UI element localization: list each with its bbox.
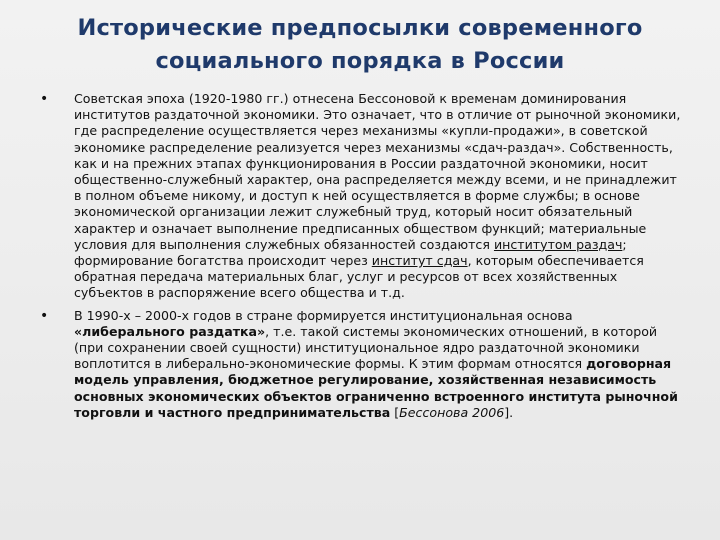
- slide-title: Исторические предпосылки современного социального порядка в России: [77, 15, 643, 74]
- text-fragment: , которым обеспечивается обратная передача материальных благ, услуг и ресурсов от всех хозяйственных субъектов в распоряжение всего общества и т.д.: [74, 253, 644, 301]
- citation: Бессонова 2006: [399, 404, 505, 420]
- bullet-item-soviet-era: [40, 91, 684, 302]
- text-fragment: ; формирование богатства происходит через: [74, 236, 627, 269]
- text-fragment: ].: [504, 404, 514, 420]
- bullet-text: [74, 308, 678, 420]
- bullet-text: [74, 91, 680, 300]
- bullet-dot-icon: •: [40, 307, 49, 324]
- link-institute-of-distribution[interactable]: институтом раздач: [493, 236, 623, 252]
- text-fragment: , т.е. такой системы экономических отношений, в которой (при сохранении своей сущности) институциональное ядро раздаточной экономики воплотится в либерально-экономические формы. К этим формам относятся: [74, 323, 658, 372]
- link-institute-of-surrender[interactable]: институт сдач: [371, 253, 468, 269]
- text-fragment: Советская эпоха (1920-1980 гг.) отнесена Бессоновой к временам доминирования институтов раздаточной экономики. Это означает, что в отличие от рыночной экономики, где распределение осуществляется через механизмы «купли-продажи», в советской экономике распределение реализуется через механизмы «сдач-раздач». Собственность, как и на прежних этапах функционирования в России раздаточной экономики, носит общественно-служебный характер, она распределяется между всеми, и не принадлежит в полном объеме никому, и доступ к ней осуществляется в форме службы; в основе экономической организации лежит служебный труд, который носит обязательный характер и означает выполнение предписанных обществом функций; материальные условия для выполнения служебных обязанностей создаются: [74, 91, 681, 252]
- text-fragment: [: [390, 404, 400, 420]
- bullet-list: [40, 91, 684, 427]
- bold-forms-list: договорная модель управления, бюджетное регулирование, хозяйственная независимость основных экономических объектов ограниченно встроенного института рыночной торговли и частного предпринимательства: [74, 356, 678, 420]
- bullet-item-1990s: [40, 308, 684, 421]
- text-fragment: В 1990-х – 2000-х годов в стране формируется институциональная основа: [74, 307, 573, 323]
- bold-term-liberal: «либерального раздатка»: [74, 323, 266, 339]
- bullet-dot-icon: •: [40, 91, 49, 107]
